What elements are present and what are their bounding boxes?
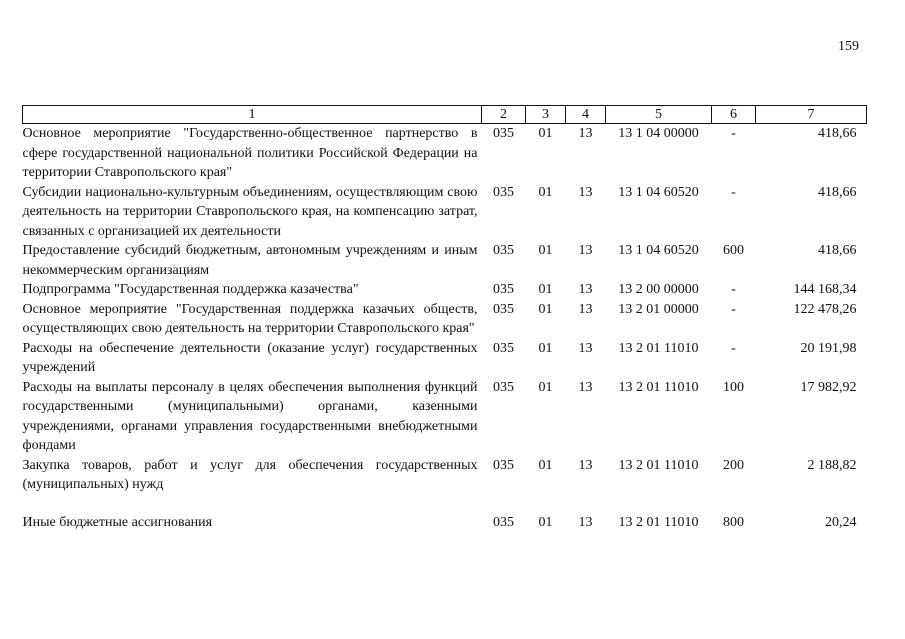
row-ministry-code: 035 <box>493 243 514 258</box>
table-row <box>23 456 867 495</box>
row-amount: 144 168,34 <box>793 282 857 297</box>
row-amount: 418,66 <box>818 243 857 258</box>
header-col-7: 7 <box>756 106 867 124</box>
row-target-code: 13 1 04 00000 <box>618 126 699 141</box>
row-expense-type: - <box>731 301 736 317</box>
row-section-code: 01 <box>538 243 553 258</box>
header-col-3: 3 <box>526 106 566 124</box>
row-name: Подпрограмма "Государственная поддержка казачества" <box>22 282 359 297</box>
row-expense-type: 600 <box>723 243 744 258</box>
table-row <box>23 339 867 378</box>
row-subsection-code: 13 <box>578 282 593 297</box>
header-col-5: 5 <box>606 106 712 124</box>
row-expense-type: - <box>731 126 736 141</box>
header-col-2: 2 <box>482 106 526 124</box>
table-row <box>23 241 867 280</box>
row-target-code: 13 2 01 11010 <box>618 340 699 356</box>
row-expense-type: 100 <box>723 379 744 395</box>
row-ministry-code: 035 <box>493 282 514 297</box>
header-row <box>23 106 867 124</box>
row-subsection-code: 13 <box>578 514 593 530</box>
header-col-4: 4 <box>566 106 606 124</box>
row-target-code: 13 2 00 00000 <box>618 282 699 297</box>
row-expense-type: - <box>731 184 736 200</box>
row-amount: 20,24 <box>825 514 857 530</box>
table-row <box>23 495 867 533</box>
row-subsection-code: 13 <box>578 340 593 356</box>
row-section-code: 01 <box>538 514 553 530</box>
row-ministry-code: 035 <box>493 126 514 141</box>
row-ministry-code: 035 <box>493 184 514 200</box>
row-ministry-code: 035 <box>493 514 514 530</box>
row-amount: 20 191,98 <box>800 340 857 356</box>
row-target-code: 13 2 01 00000 <box>618 301 699 317</box>
row-section-code: 01 <box>538 301 553 317</box>
row-ministry-code: 035 <box>493 301 514 317</box>
row-ministry-code: 035 <box>493 340 514 356</box>
row-subsection-code: 13 <box>578 301 593 317</box>
row-name: Расходы на выплаты персоналу в целях обеспечения выполнения функций государственными (муниципальными) органами, казенными учреждениями, органами управления государственными внебюджетными фондами <box>22 379 478 453</box>
row-target-code: 13 2 01 11010 <box>618 457 699 473</box>
row-section-code: 01 <box>538 126 553 141</box>
table-row <box>23 378 867 456</box>
table-row <box>23 300 867 339</box>
row-amount: 418,66 <box>818 184 857 200</box>
row-amount: 122 478,26 <box>793 301 857 317</box>
table-row <box>23 183 867 242</box>
row-subsection-code: 13 <box>578 184 593 200</box>
header-col-1: 1 <box>23 106 482 124</box>
table-row <box>23 280 867 300</box>
row-amount: 2 188,82 <box>807 457 857 473</box>
row-name: Основное мероприятие "Государственная поддержка казачьих обществ, осуществляющих свою деятельность на территории Ставропольского края" <box>22 301 478 336</box>
row-target-code: 13 2 01 11010 <box>618 379 699 395</box>
row-name: Основное мероприятие "Государственно-общественное партнерство в сфере государственной национальной политики Российской Федерации на территории Ставропольского края" <box>22 126 478 180</box>
header-col-6: 6 <box>712 106 756 124</box>
row-ministry-code: 035 <box>493 379 514 395</box>
table-body <box>23 124 867 533</box>
page-number: 159 <box>838 39 859 54</box>
row-expense-type: 200 <box>723 457 744 473</box>
row-name: Предоставление субсидий бюджетным, автономным учреждениям и иным некоммерческим организациям <box>22 243 478 278</box>
row-target-code: 13 1 04 60520 <box>618 184 699 200</box>
row-amount: 17 982,92 <box>800 379 857 395</box>
row-section-code: 01 <box>538 184 553 200</box>
row-name: Субсидии национально-культурным объединениям, осуществляющим свою деятельность на территории Ставропольского края, на компенсацию затрат, связанных с организацией их деятельности <box>22 184 478 239</box>
row-name: Иные бюджетные ассигнования <box>22 514 213 530</box>
row-expense-type: - <box>731 282 736 297</box>
row-name: Расходы на обеспечение деятельности (оказание услуг) государственных учреждений <box>22 340 478 375</box>
row-section-code: 01 <box>538 379 553 395</box>
table-row <box>23 124 867 183</box>
row-ministry-code: 035 <box>493 457 514 473</box>
budget-table <box>22 105 867 532</box>
row-subsection-code: 13 <box>578 126 593 141</box>
row-subsection-code: 13 <box>578 379 593 395</box>
row-section-code: 01 <box>538 457 553 473</box>
row-target-code: 13 1 04 60520 <box>618 243 699 258</box>
row-section-code: 01 <box>538 340 553 356</box>
row-subsection-code: 13 <box>578 457 593 473</box>
row-section-code: 01 <box>538 282 553 297</box>
row-expense-type: - <box>731 340 736 356</box>
row-name: Закупка товаров, работ и услуг для обеспечения государственных (муниципальных) нужд <box>22 457 478 492</box>
row-expense-type: 800 <box>723 514 744 530</box>
row-amount: 418,66 <box>818 126 857 141</box>
row-target-code: 13 2 01 11010 <box>618 514 699 530</box>
row-subsection-code: 13 <box>578 243 593 258</box>
